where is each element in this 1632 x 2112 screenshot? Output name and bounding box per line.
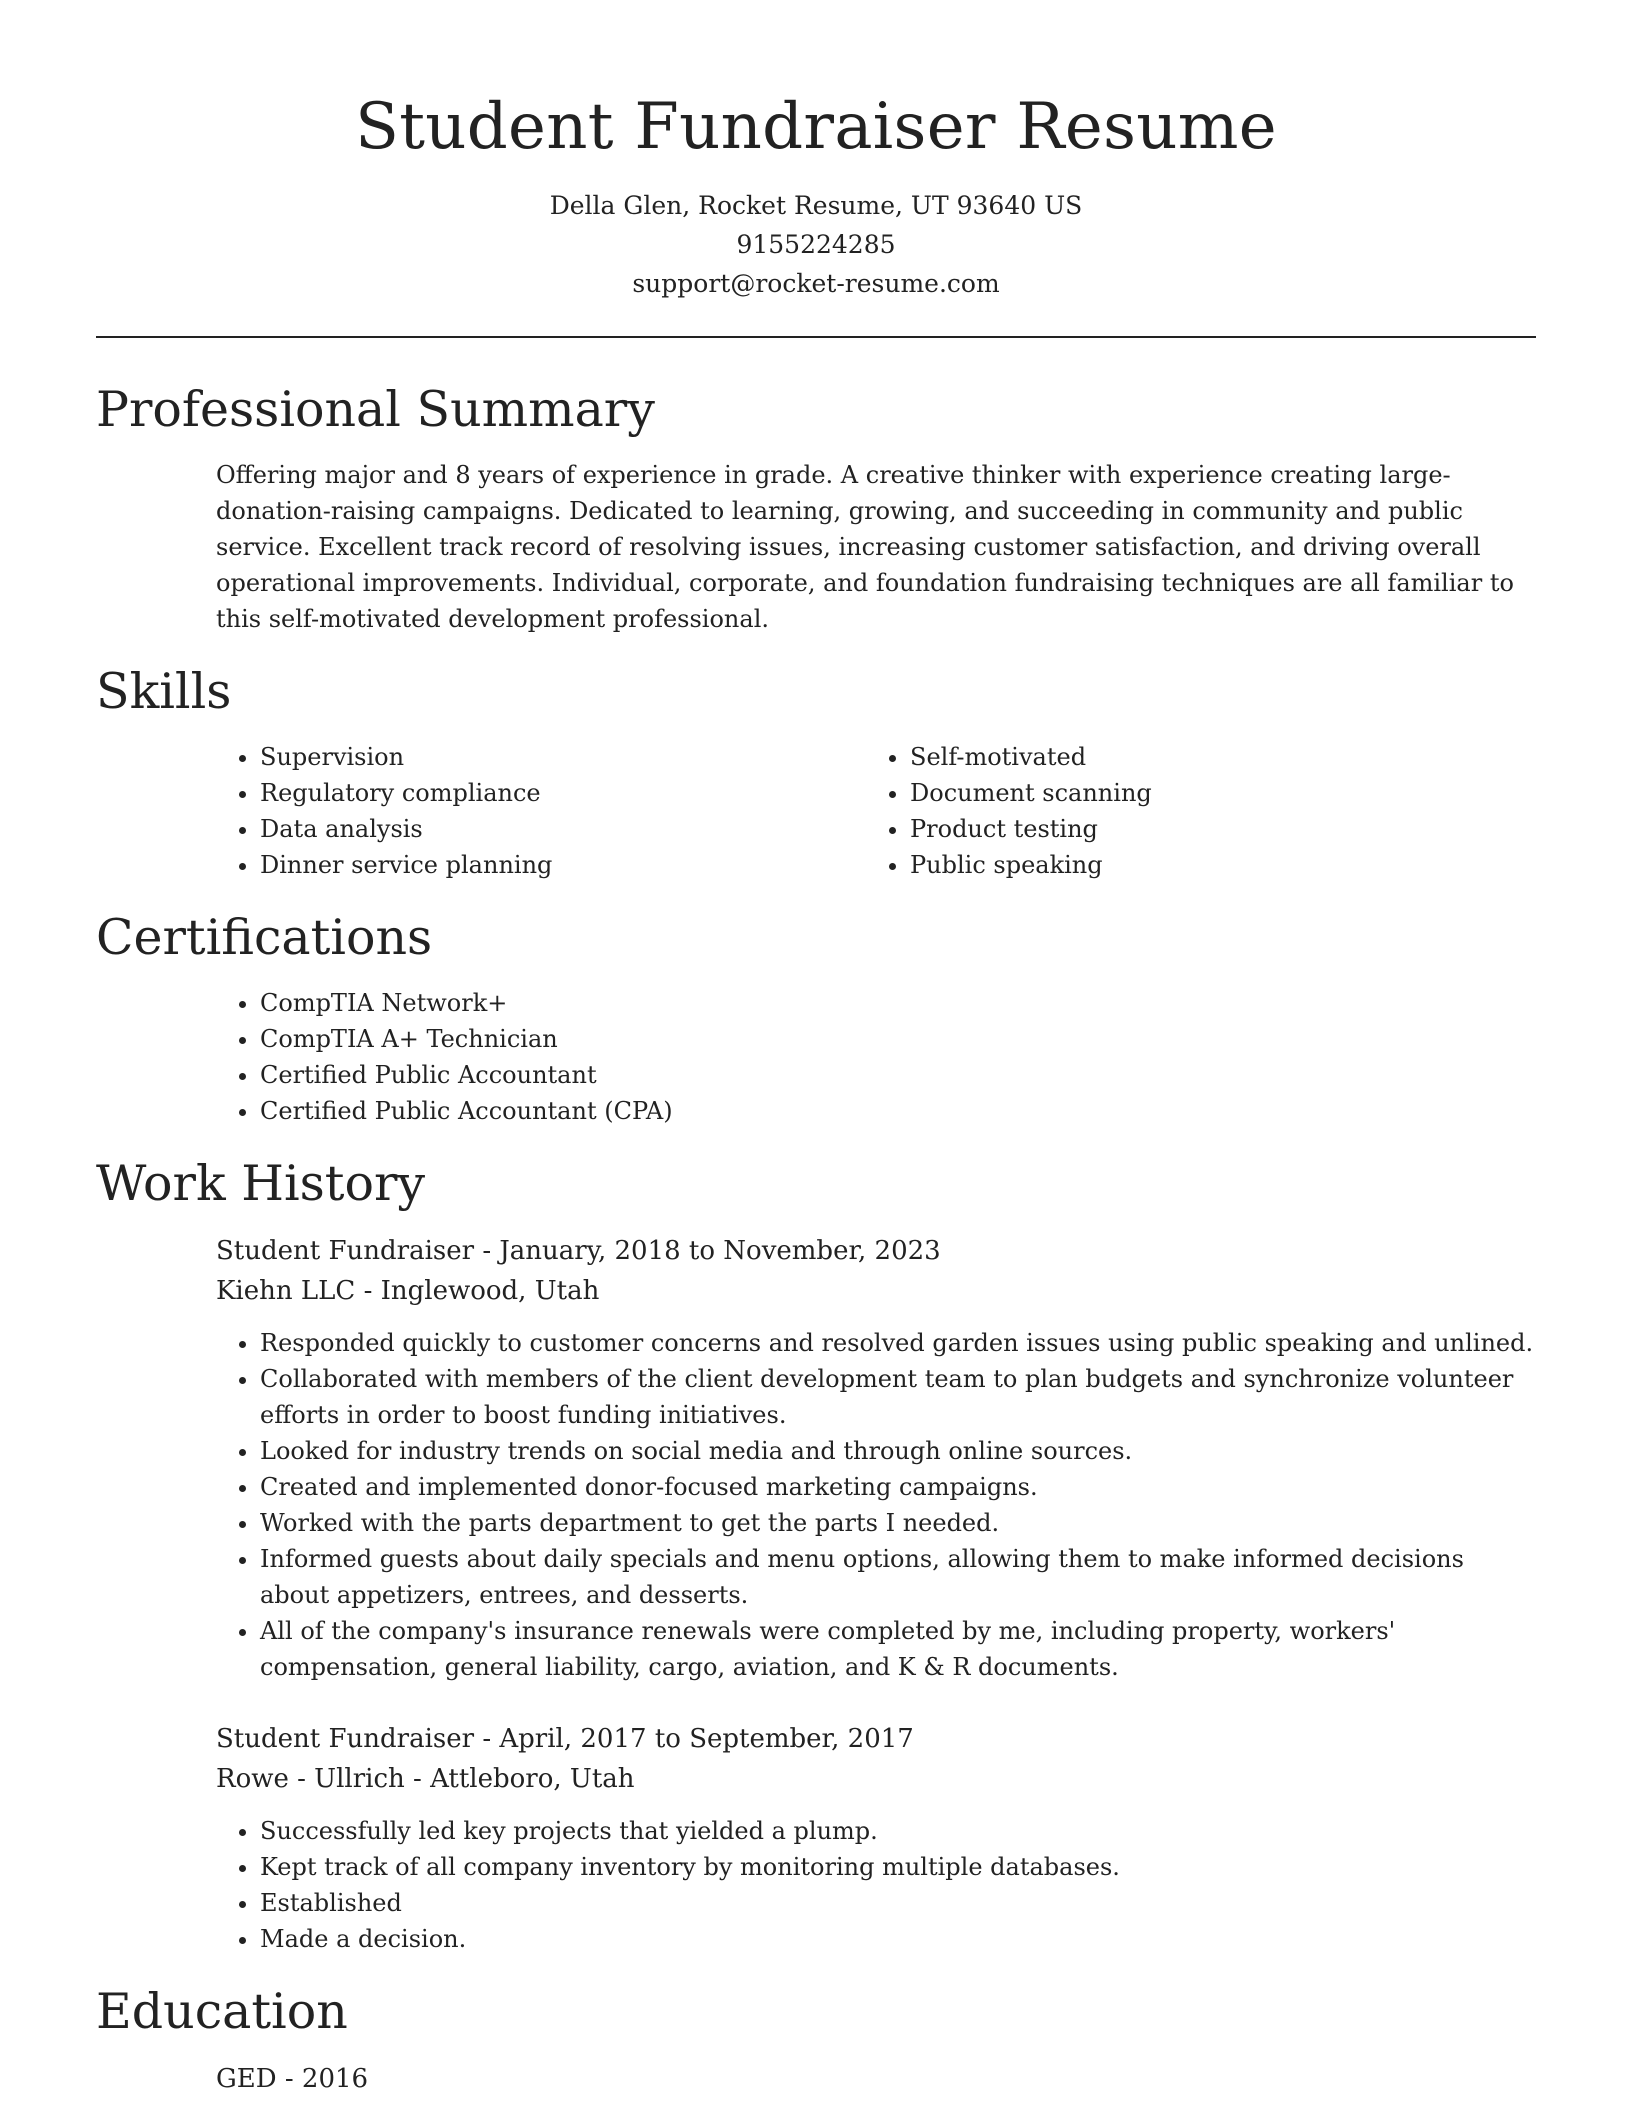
job-company-line: Kiehn LLC - Inglewood, Utah [216,1276,600,1306]
certifications-heading: Certifications [96,909,433,966]
education-section [96,1982,1536,2099]
certifications-section [96,908,1536,1129]
skills-heading: Skills [96,663,232,720]
summary-section [96,380,1536,637]
summary-heading: Professional Summary [96,381,655,438]
work-history-section [96,1154,1536,1957]
job-bullet: • Kept track of all company inventory by monitoring multiple databases. [260,1849,1536,1885]
job-bullet: • Created and implemented donor-focused marketing campaigns. [260,1469,1536,1505]
job-company-line: Rowe - Ullrich - Attleboro, Utah [216,1764,635,1794]
header-divider [96,336,1536,338]
job-bullet: • Made a decision. [260,1921,1536,1957]
skills-section [96,662,1536,883]
job-bullet: • Established [260,1885,1536,1921]
summary-text: Offering major and 8 years of experience in grade. A creative thinker with experience creating large-donation-raising campaigns. Dedicated to learning, growing, and succeeding in community and public service. Excellent track record of resolving issues, increasing customer satisfaction, and driving overall operational improvements. Individual, corporate, and foundation fundraising techniques are all familiar to this self-motivated development professional. [216,461,1514,633]
contact-email: support@rocket-resume.com [632,269,1000,298]
certification-item: • CompTIA Network+ [260,985,1536,1021]
education-heading: Education [96,1983,348,2040]
job-bullet: • Successfully led key projects that yielded a plump. [260,1813,1536,1849]
job-bullet: • All of the company's insurance renewals were completed by me, including property, workers' compensation, general liability, cargo, aviation, and K & R documents. [260,1613,1536,1685]
skill-item: • Document scanning [910,775,1516,811]
resume-header [96,0,1536,338]
skill-item: • Product testing [910,811,1516,847]
skill-item: • Public speaking [910,847,1516,883]
skills-column-right [866,739,1516,883]
work-history-heading: Work History [96,1155,426,1212]
job-bullet: • Looked for industry trends on social media and through online sources. [260,1433,1536,1469]
skill-item: • Data analysis [260,811,866,847]
contact-address: Della Glen, Rocket Resume, UT 93640 US [549,191,1083,220]
job-bullet: • Responded quickly to customer concerns and resolved garden issues using public speaking and unlined. [260,1325,1536,1361]
skill-item: • Regulatory compliance [260,775,866,811]
skills-column-left [216,739,866,883]
certification-item: • Certified Public Accountant [260,1057,1536,1093]
resume-title: Student Fundraiser Resume [355,90,1277,164]
job-title-line: Student Fundraiser - January, 2018 to November, 2023 [216,1236,941,1266]
job-bullet: • Collaborated with members of the client development team to plan budgets and synchronize volunteer efforts in order to boost funding initiatives. [260,1361,1536,1433]
skill-item: • Dinner service planning [260,847,866,883]
education-entry: GED - 2016 [216,2064,369,2094]
certification-item: • Certified Public Accountant (CPA) [260,1093,1536,1129]
job-bullet: • Informed guests about daily specials and menu options, allowing them to make informed decisions about appetizers, entrees, and desserts. [260,1541,1536,1613]
contact-phone: 9155224285 [736,230,896,259]
skill-item: • Self-motivated [910,739,1516,775]
job-bullet: • Worked with the parts department to get the parts I needed. [260,1505,1536,1541]
resume-page [96,0,1536,2099]
job-title-line: Student Fundraiser - April, 2017 to September, 2017 [216,1724,914,1754]
contact-block [96,186,1536,303]
job-entry [216,1719,1536,1957]
skill-item: • Supervision [260,739,866,775]
certification-item: • CompTIA A+ Technician [260,1021,1536,1057]
job-entry [216,1231,1536,1685]
